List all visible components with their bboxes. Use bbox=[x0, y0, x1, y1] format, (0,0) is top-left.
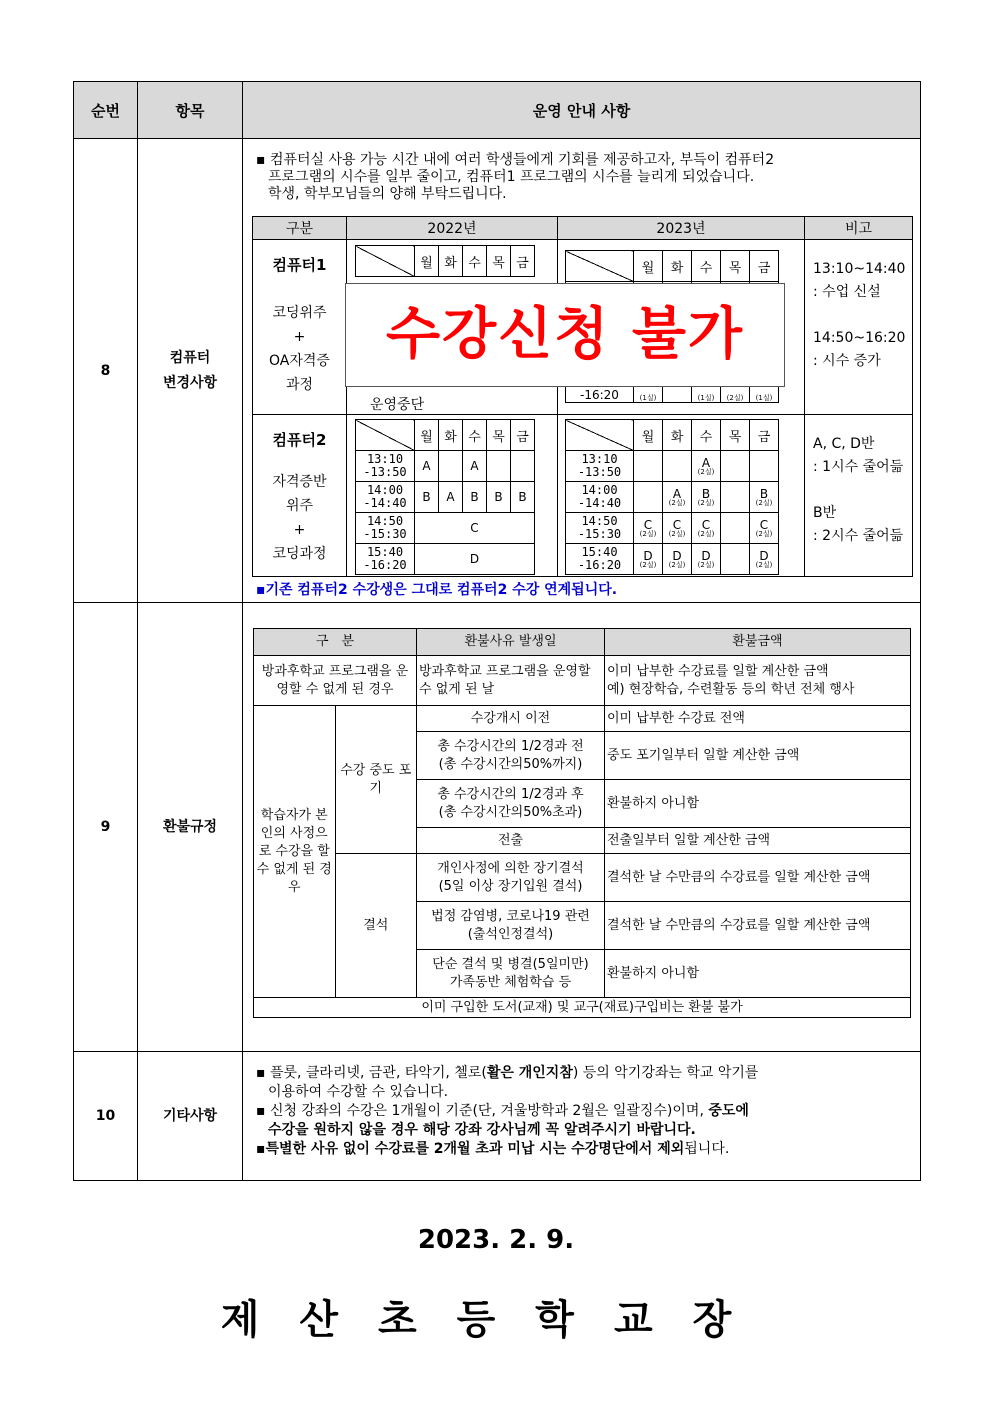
time-cell: 14:50 -15:30 bbox=[356, 513, 415, 544]
row8-item-line1: 컴퓨터 bbox=[169, 349, 211, 366]
day-header: 수 bbox=[692, 251, 721, 282]
room-mark: (1실) bbox=[697, 394, 715, 402]
class-cell: B (2실) bbox=[750, 482, 779, 513]
comp1-line: 코딩위주 bbox=[272, 305, 327, 321]
comp2-2022-schedule bbox=[355, 419, 535, 575]
note-line: A, C, D반 bbox=[813, 436, 875, 452]
header-content: 운영 안내 사항 bbox=[243, 82, 921, 139]
refund-cell: 결석한 날 수만큼의 수강료를 일할 계산한 금액 bbox=[605, 902, 911, 950]
comp2-line: 코딩과정 bbox=[272, 546, 327, 562]
class-cell: C (2실) bbox=[750, 513, 779, 544]
note-line: 14:50~16:20 bbox=[813, 330, 906, 346]
absence-cell: 결석 bbox=[335, 854, 417, 998]
class-cell: A (2실) bbox=[663, 482, 692, 513]
comp2-label bbox=[253, 415, 347, 577]
day-header: 월 bbox=[634, 420, 663, 451]
refund-cell: 단순 결석 및 병결(5일미만) 가족동반 체험학습 등 bbox=[417, 950, 605, 998]
notice-line: 학생, 학부모님들의 양해 부탁드립니다. bbox=[268, 186, 507, 202]
notice-item: ▪ 신청 강좌의 수강은 1개월이 기준(단, 겨울방학과 2월은 일괄징수)이며, 중도에 bbox=[256, 1103, 749, 1119]
comp-header-2023: 2023년 bbox=[558, 217, 805, 240]
refund-cell: 이미 납부한 수강료 전액 bbox=[605, 706, 911, 732]
refund-cell: 법정 감염병, 코로나19 관련 (출석인정결석) bbox=[417, 902, 605, 950]
comp1-2022-schedule bbox=[355, 245, 535, 277]
day-header: 수 bbox=[692, 420, 721, 451]
comp1-title: 컴퓨터1 bbox=[272, 256, 327, 274]
header-item: 항목 bbox=[138, 82, 243, 139]
time-cell: 13:10 -13:50 bbox=[356, 451, 415, 482]
refund-cell: 방과후학교 프로그램을 운영할 수 없게 된 경우 bbox=[254, 656, 417, 706]
row8-item-line2: 변경사항 bbox=[162, 374, 218, 391]
class-cell: A bbox=[463, 451, 487, 482]
day-header: 목 bbox=[487, 420, 511, 451]
header-no: 순번 bbox=[74, 82, 138, 139]
notice-line: 컴퓨터실 사용 가능 시간 내에 여러 학생들에게 기회를 제공하고자, 부득이 컴퓨터2 bbox=[269, 152, 775, 168]
class-cell: D bbox=[415, 544, 535, 575]
row9-no: 9 bbox=[74, 603, 138, 1052]
day-header: 목 bbox=[721, 251, 750, 282]
time-cell: -16:20 bbox=[566, 372, 634, 403]
refund-footer: 이미 구입한 도서(교재) 및 교구(재료)구입비는 환불 불가 bbox=[254, 998, 911, 1018]
refund-header-category: 구 분 bbox=[254, 629, 417, 656]
note-line: : 시수 증가 bbox=[813, 353, 881, 369]
row8-no: 8 bbox=[74, 139, 138, 603]
class-cell bbox=[663, 451, 692, 482]
comp2-continuation-notice: ▪기존 컴퓨터2 수강생은 그대로 컴퓨터2 수강 연계됩니다. bbox=[256, 582, 618, 598]
class-cell: D (2실) bbox=[750, 544, 779, 575]
class-cell bbox=[721, 482, 750, 513]
refund-cell: 수강개시 이전 bbox=[417, 706, 605, 732]
day-header: 화 bbox=[663, 251, 692, 282]
class-cell bbox=[721, 513, 750, 544]
class-cell: B bbox=[511, 482, 535, 513]
day-header: 월 bbox=[634, 251, 663, 282]
refund-cell: 중도 포기일부터 일할 계산한 금액 bbox=[605, 732, 911, 780]
day-header: 화 bbox=[439, 246, 463, 277]
row10-item: 기타사항 bbox=[138, 1052, 243, 1181]
document-date: 2023. 2. 9. bbox=[417, 1225, 575, 1255]
comp1-label bbox=[253, 240, 347, 415]
class-cell bbox=[721, 451, 750, 482]
diagonal-cell bbox=[566, 420, 634, 451]
refund-cell: 전출일부터 일할 계산한 금액 bbox=[605, 828, 911, 854]
note-line: B반 bbox=[813, 505, 837, 521]
refund-cell: 전출 bbox=[417, 828, 605, 854]
refund-cell: 이미 납부한 수강료를 일할 계산한 금액 예) 현장학습, 수련활동 등의 학년 전체 행사 bbox=[605, 656, 911, 706]
comp-header-2022: 2022년 bbox=[347, 217, 558, 240]
note-line: : 수업 신설 bbox=[813, 284, 881, 300]
notice-line: 프로그램의 시수를 일부 줄이고, 컴퓨터1 프로그램의 시수를 늘리게 되었습니다. bbox=[268, 169, 755, 185]
time-cell: 14:50 -15:30 bbox=[566, 513, 634, 544]
class-cell: C bbox=[415, 513, 535, 544]
principal-signature: 제산초등학교장 bbox=[220, 1297, 772, 1343]
class-cell bbox=[750, 451, 779, 482]
class-cell: B bbox=[415, 482, 439, 513]
class-cell: B (2실) bbox=[692, 482, 721, 513]
room-mark: (1실) bbox=[639, 394, 657, 402]
class-cell: C (2실) bbox=[663, 513, 692, 544]
class-cell bbox=[487, 451, 511, 482]
diagonal-cell bbox=[566, 251, 634, 282]
notice-line: 수강을 원하지 않을 경우 해당 강좌 강사님께 꼭 알려주시기 바랍니다. bbox=[268, 1122, 696, 1138]
day-header: 월 bbox=[415, 246, 439, 277]
refund-cell: 환불하지 아니함 bbox=[605, 950, 911, 998]
class-cell: B bbox=[487, 482, 511, 513]
comp2-title: 컴퓨터2 bbox=[272, 431, 327, 449]
refund-header-amount: 환불금액 bbox=[605, 629, 911, 656]
comp-header-note: 비고 bbox=[805, 217, 913, 240]
class-cell bbox=[634, 482, 663, 513]
registration-closed-overlay: 수강신청 불가 bbox=[345, 283, 785, 387]
operation-stop-label: 운영중단 bbox=[370, 397, 425, 413]
class-cell: D (2실) bbox=[634, 544, 663, 575]
notice-line: 이용하여 수강할 수 있습니다. bbox=[268, 1084, 449, 1100]
row9-item: 환불규정 bbox=[138, 603, 243, 1052]
time-cell: 15:40 -16:20 bbox=[566, 544, 634, 575]
day-header: 금 bbox=[750, 420, 779, 451]
class-cell: A bbox=[415, 451, 439, 482]
class-cell: A (2실) bbox=[692, 451, 721, 482]
day-header: 화 bbox=[439, 420, 463, 451]
refund-cell: 총 수강시간의 1/2경과 전 (총 수강시간의50%까지) bbox=[417, 732, 605, 780]
time-cell: 13:10 -13:50 bbox=[566, 451, 634, 482]
notice-item: ▪ 플룻, 클라리넷, 금관, 타악기, 첼로(활은 개인지참) 등의 악기강좌는 학교 악기를 bbox=[256, 1065, 759, 1081]
notice-item: ▪특별한 사유 없이 수강료를 2개월 초과 미납 시는 수강명단에서 제외됩니다. bbox=[256, 1141, 730, 1157]
class-cell bbox=[439, 451, 463, 482]
day-header: 금 bbox=[511, 420, 535, 451]
refund-cell: 총 수강시간의 1/2경과 후 (총 수강시간의50%초과) bbox=[417, 780, 605, 828]
diagonal-cell bbox=[356, 246, 415, 277]
day-header: 수 bbox=[463, 420, 487, 451]
refund-cell: 방과후학교 프로그램을 운영할 수 없게 된 날 bbox=[417, 656, 605, 706]
class-cell: C (2실) bbox=[634, 513, 663, 544]
bullet: ▪ bbox=[256, 152, 266, 168]
note-line: : 2시수 줄어듦 bbox=[813, 528, 904, 544]
day-header: 금 bbox=[511, 246, 535, 277]
comp1-note bbox=[805, 240, 913, 415]
time-cell: 15:40 -16:20 bbox=[356, 544, 415, 575]
refund-cell: 환불하지 아니함 bbox=[605, 780, 911, 828]
row10-no: 10 bbox=[74, 1052, 138, 1181]
row10-notices bbox=[256, 1064, 906, 1159]
row8-item bbox=[138, 139, 243, 603]
class-cell bbox=[721, 544, 750, 575]
comp-header-category: 구분 bbox=[253, 217, 347, 240]
giveup-cell: 수강 중도 포기 bbox=[335, 706, 417, 854]
note-line: : 1시수 줄어듦 bbox=[813, 459, 904, 475]
row8-notice bbox=[256, 152, 911, 203]
comp1-line: + bbox=[293, 329, 306, 345]
comp2-line: 위주 bbox=[285, 498, 314, 514]
comp2-line: 자격증반 bbox=[272, 474, 327, 490]
class-cell bbox=[634, 451, 663, 482]
day-header: 금 bbox=[750, 251, 779, 282]
time-cell: 14:00 -14:40 bbox=[566, 482, 634, 513]
day-header: 목 bbox=[721, 420, 750, 451]
class-cell: D (2실) bbox=[692, 544, 721, 575]
refund-cell: 개인사정에 의한 장기결석 (5일 이상 장기입원 결석) bbox=[417, 854, 605, 902]
comp2-line: + bbox=[293, 522, 306, 538]
class-cell: C (2실) bbox=[692, 513, 721, 544]
class-cell: B bbox=[463, 482, 487, 513]
comp1-line: 과정 bbox=[285, 377, 314, 393]
day-header: 화 bbox=[663, 420, 692, 451]
refund-header-date: 환불사유 발생일 bbox=[417, 629, 605, 656]
room-mark: (2실) bbox=[726, 394, 744, 402]
day-header: 수 bbox=[463, 246, 487, 277]
comp1-line: OA자격증 bbox=[269, 353, 330, 369]
comp2-note bbox=[805, 415, 913, 577]
comp2-2023-schedule bbox=[565, 419, 779, 575]
note-line: 13:10~14:40 bbox=[813, 261, 906, 277]
learner-case-cell: 학습자가 본인의 사정으로 수강을 할 수 없게 된 경우 bbox=[254, 706, 336, 998]
refund-policy-table bbox=[253, 628, 911, 1018]
class-cell: D (2실) bbox=[663, 544, 692, 575]
day-header: 목 bbox=[487, 246, 511, 277]
class-cell bbox=[511, 451, 535, 482]
class-cell: A bbox=[439, 482, 463, 513]
refund-cell: 결석한 날 수만큼의 수강료를 일할 계산한 금액 bbox=[605, 854, 911, 902]
diagonal-cell bbox=[356, 420, 415, 451]
day-header: 월 bbox=[415, 420, 439, 451]
room-mark: (1실) bbox=[755, 394, 773, 402]
time-cell: 14:00 -14:40 bbox=[356, 482, 415, 513]
